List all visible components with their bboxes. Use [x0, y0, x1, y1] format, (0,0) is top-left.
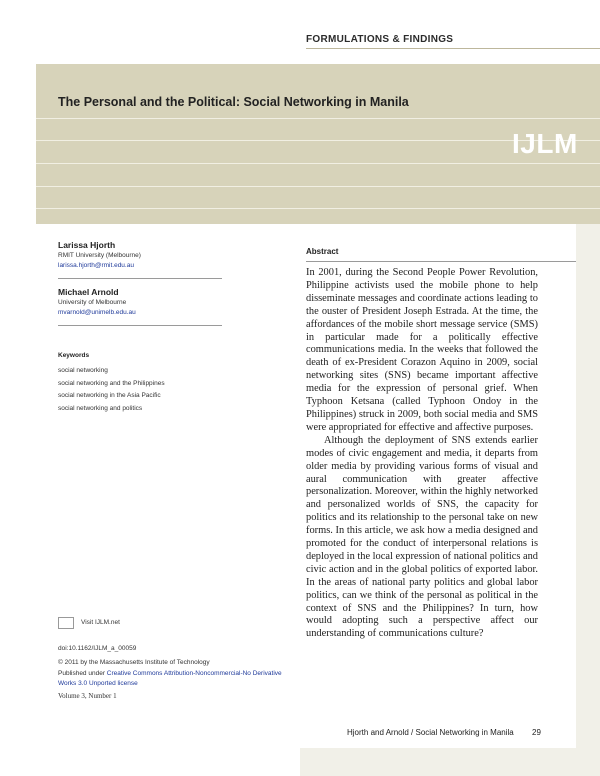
divider — [58, 325, 222, 326]
article-title: The Personal and the Political: Social Networking in Manila — [58, 95, 409, 109]
title-band-stripe — [36, 186, 600, 187]
keyword: social networking — [58, 367, 108, 374]
copyright-block — [58, 658, 298, 690]
page-number: 29 — [532, 728, 541, 737]
abstract-paragraph: Although the deployment of SNS extends earlier modes of civic engagement and media, it departs from older media by providing various forms of visual and aural communication with greater affective personalization. Moreover, within the highly networked and personalized worlds of SNS, the capacity for politics and its relationship to the personal take on new forms. In this article, we ask how a media designed and promoted for the conduct of interpersonal relations is deployed in the local expression of national politics and civic action and in the global politics of exported labor. In the areas of national party politics and global labor politics, can we think of the personal as political in the context of SNS and the Philippines? In turn, how would adopting such a perspective affect our understanding of communications culture? — [306, 434, 538, 640]
author-name: Michael Arnold — [58, 287, 119, 297]
published-under: Published under — [58, 669, 107, 677]
license-link[interactable]: Creative Commons Attribution-Noncommercial-No Derivative Works 3.0 Unported license — [58, 669, 282, 687]
abstract-rule — [306, 261, 576, 262]
keyword: social networking and politics — [58, 404, 143, 412]
abstract-body — [306, 267, 538, 641]
divider — [58, 278, 222, 279]
site-badge-icon — [58, 617, 74, 629]
keywords-list — [58, 365, 165, 415]
copyright: © 2011 by the Massachusetts Institute of Technology — [58, 659, 210, 666]
running-footer: Hjorth and Arnold / Social Networking in Manila — [347, 728, 514, 737]
visit-link[interactable]: Visit IJLM.net — [81, 619, 120, 626]
footer-band — [300, 748, 600, 776]
margin-strip — [576, 224, 600, 776]
title-band-stripe — [36, 208, 600, 209]
volume-info: Volume 3, Number 1 — [58, 692, 117, 700]
keywords-heading: Keywords — [58, 352, 90, 359]
keyword: social networking in the Asia Pacific — [58, 392, 161, 399]
author-email[interactable]: mvarnold@unimelb.edu.au — [58, 309, 136, 316]
author-affiliation: University of Melbourne — [58, 299, 127, 306]
abstract-paragraph: In 2001, during the Second People Power Revolution, Philippine activists used the mobile phone to help disseminate messages and coordinate actions leading to the ouster of President Joseph Estrada. At the time, the affordances of the mobile short message service (SMS) in particular made for a politically effective communications media. In the weeks that followed the death of ex-President Corazon Aquino in 2009, social networking sites (SNS) became important affective media for the expression of personal grief. When Typhoon Ketsana (called Typhoon Ondoy in the Philippines) struck in 2009, both social media and SMS were appropriated for effective and affective purposes. — [306, 267, 538, 433]
license-line — [58, 669, 298, 690]
title-band-stripe — [36, 118, 600, 119]
title-band-stripe — [36, 163, 600, 164]
top-rule — [306, 48, 600, 49]
keyword: social networking and the Philippines — [58, 379, 165, 387]
author-name: Larissa Hjorth — [58, 240, 116, 250]
author-email[interactable]: larissa.hjorth@rmit.edu.au — [58, 262, 134, 269]
author-affiliation: RMIT University (Melbourne) — [58, 252, 141, 259]
doi: doi:10.1162/IJLM_a_00059 — [58, 645, 137, 652]
section-label: FORMULATIONS & FINDINGS — [306, 34, 454, 45]
journal-logo: IJLM — [512, 128, 578, 159]
abstract-label: Abstract — [306, 247, 339, 256]
